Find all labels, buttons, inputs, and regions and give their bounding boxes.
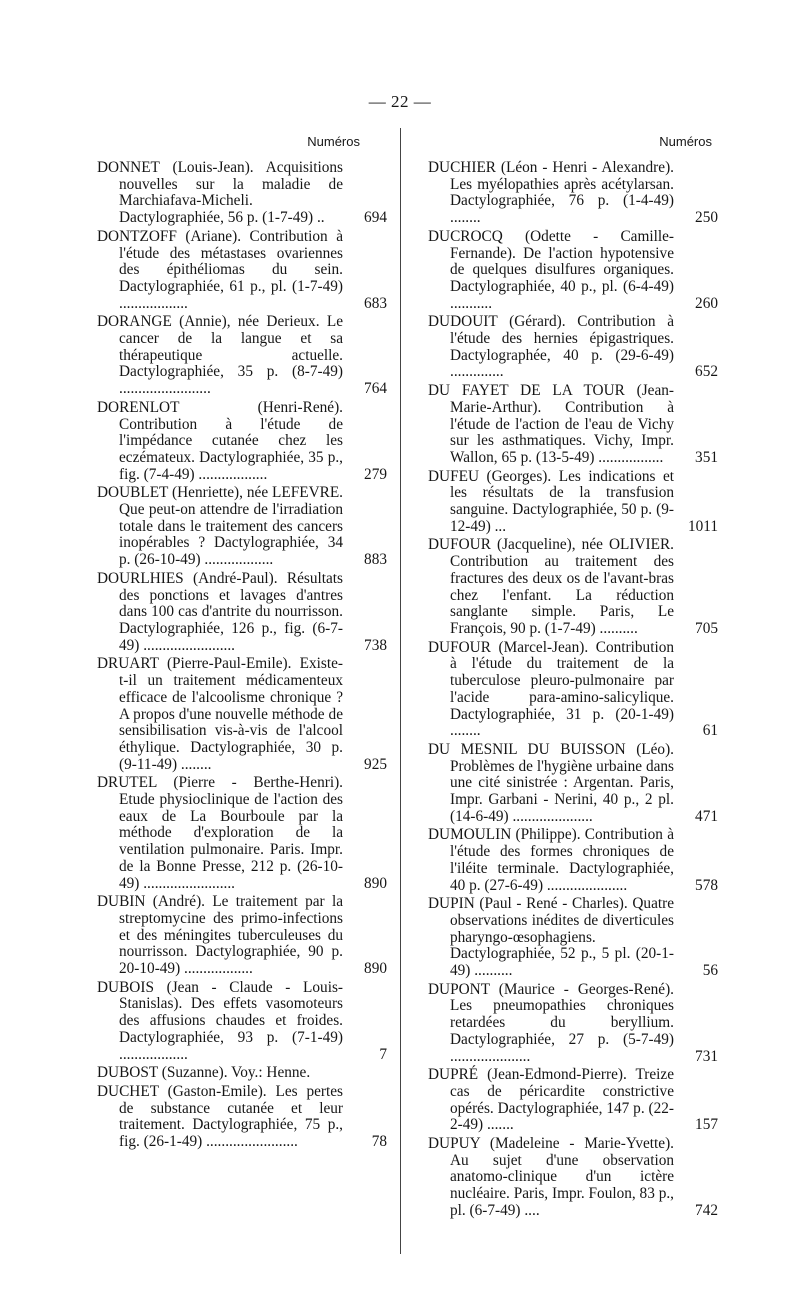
page-number: — 22 — [368,92,432,111]
entry-number: 250 [695,209,718,227]
index-entry [428,1136,718,1220]
column-header-left: Numéros [307,134,360,149]
entry-number: 1011 [687,517,718,535]
index-entry [97,1065,387,1082]
index-entry [97,894,387,978]
entry-text: DUPIN (Paul - René - Charles). Quatre observations inédites de diverticules pharyngo-œsophagiens. Dactylographiée, 52 p., 5 pl. (20-1-49) .......... [428,895,674,980]
entry-text: DUFOUR (Jacqueline), née OLIVIER. Contribution au traitement des fractures des deux os de l'avant-bras chez l'enfant. La réduction sanglante simple. Paris, Le François, 90 p. (1-7-49) .......... [428,536,674,637]
entry-number: 260 [695,294,718,312]
entry-number: 351 [695,448,718,466]
entry-text: DUCHET (Gaston-Emile). Les pertes de substance cutanée et leur traitement. Dactylographiée, 75 p., fig. (26-1-49) ........................ [97,1082,343,1151]
index-entry [428,537,718,637]
index-entry [97,571,387,655]
index-entry [97,160,387,227]
entry-text: DUFEU (Georges). Les indications et les résultats de la transfusion sanguine. Dactylographiée, 50 p. (9-12-49) ... [428,467,674,535]
index-entry [97,980,387,1064]
entry-text: DU FAYET DE LA TOUR (Jean-Marie-Arthur). Contribution à l'étude de l'action de l'eau de Vichy sur les asthmatiques. Vichy, Impr. Wallon, 65 p. (13-5-49) ................. [428,382,674,466]
index-entry [97,485,387,569]
entry-text: DOUBLET (Henriette), née LEFEVRE. Que peut-on attendre de l'irradiation totale dans le traitement des cancers inopérables ? Dactylographiée, 34 p. (26-10-49) .................. [97,484,343,569]
entry-number: 578 [695,876,718,894]
entry-number: 683 [364,294,387,312]
entry-number: 738 [364,636,387,654]
index-entry [428,640,718,740]
index-entry [428,982,718,1066]
column-header-right: Numéros [659,134,712,149]
entry-text: DUPONT (Maurice - Georges-René). Les pneumopathies chroniques retardées du beryllium. Dactylographiée, 27 p. (5-7-49) ..................... [428,980,674,1065]
entry-text: DUPRÉ (Jean-Edmond-Pierre). Treize cas de péricardite constrictive opérés. Dactylographiée, 147 p. (22-2-49) ....... [428,1066,674,1134]
entry-text: DUPUY (Madeleine - Marie-Yvette). Au sujet d'une observation anatomo-clinique d'un ictère nucléaire. Paris, Impr. Foulon, 83 p., pl. (6-7-49) .... [428,1135,674,1219]
index-entry [428,1067,718,1134]
entry-text: DU MESNIL DU BUISSON (Léo). Problèmes de l'hygiène urbaine dans une cité sinistrée : Argentan. Paris, Impr. Garbani - Nerini, 40 p., 2 pl. (14-6-49) ..................... [428,740,674,825]
index-entry [428,469,718,536]
entry-text: DUDOUIT (Gérard). Contribution à l'étude des hernies épigastriques. Dactylographée, 40 p. (29-6-49) .............. [428,313,674,381]
entry-number: 279 [364,465,387,483]
entry-text: DUMOULIN (Philippe). Contribution à l'étude des formes chroniques de l'iléite terminale. Dactylographiée, 40 p. (27-6-49) ..................... [428,826,674,894]
entry-number: 890 [364,960,387,978]
entry-text: DONNET (Louis-Jean). Acquisitions nouvelles sur la maladie de Marchiafava-Micheli. Dactylographiée, 56 p. (1-7-49) .. [97,159,343,227]
entry-text: DUBIN (André). Le traitement par la streptomycine des primo-infections et des méningites tuberculeuses du nourrisson. Dactylographiée, 90 p. 20-10-49) .................. [97,893,343,978]
entry-number: 652 [695,363,718,381]
index-entry [97,314,387,398]
index-entry [97,400,387,484]
index-entry [428,896,718,980]
entry-text: DORENLOT (Henri-René). Contribution à l'étude de l'impédance cutanée chez les eczémateux. Dactylographiée, 35 p., fig. (7-4-49) .................. [97,398,343,483]
entry-text: DOURLHIES (André-Paul). Résultats des ponctions et lavages d'antres dans 100 cas d'antrite du nourrisson. Dactylographiée, 126 p., fig. (6-7-49) ........................ [97,569,343,654]
entry-number: 705 [695,619,718,637]
index-entry [428,742,718,826]
entry-number: 694 [364,209,387,227]
index-entry [97,775,387,892]
right-column [428,160,718,1220]
entry-number: 78 [371,1133,387,1151]
column-divider [400,128,401,1254]
entry-text: DUBOST (Suzanne). Voy.: Henne. [97,1064,311,1082]
index-entry [428,383,718,467]
entry-number: 471 [695,807,718,825]
entry-number: 925 [364,755,387,773]
index-entry [428,827,718,894]
index-entry [97,1084,387,1151]
entry-number: 157 [695,1116,718,1134]
index-entry [428,229,718,313]
entry-text: DORANGE (Annie), née Derieux. Le cancer de la langue et sa thérapeutique actuelle. Dactylographiée, 35 p. (8-7-49) ........................ [97,313,343,398]
entry-text: DRUART (Pierre-Paul-Emile). Existe-t-il un traitement médicamenteux efficace de l'alcoolisme chronique ? A propos d'une nouvelle méthode de sensibilisation vis-à-vis de l'alcool éthylique. Dactylographiée, 30 p. (9-11-49) ........ [97,655,343,773]
entry-number: 731 [695,1047,718,1065]
entry-text: DUBOIS (Jean - Claude - Louis-Stanislas). Des effets vasomoteurs des affusions chaudes et froides. Dactylographiée, 93 p. (7-1-49) .................. [97,978,343,1063]
index-entry [97,229,387,313]
entry-number: 764 [364,380,387,398]
entry-number: 56 [702,962,718,980]
index-entry [97,656,387,773]
entry-number: 7 [379,1045,387,1063]
entry-text: DRUTEL (Pierre - Berthe-Henri). Etude physioclinique de l'action des eaux de La Bourboule par la méthode d'exploration de la ventilation pulmonaire. Paris. Impr. de la Bonne Presse, 212 p. (26-10-49) ........................ [97,774,343,892]
index-entry [428,314,718,381]
entry-number: 61 [702,722,718,740]
entry-text: DUCROCQ (Odette - Camille-Fernande). De l'action hypotensive de quelques disulfures organiques. Dactylographiée, 40 p., pl. (6-4-49) ........... [428,227,674,312]
entry-text: DUCHIER (Léon - Henri - Alexandre). Les myélopathies après acétylarsan. Dactylographiée, 76 p. (1-4-49) ........ [428,159,674,227]
entry-number: 883 [364,551,387,569]
entry-number: 890 [364,874,387,892]
entry-number: 742 [695,1201,718,1219]
index-entry [428,160,718,227]
entry-text: DONTZOFF (Ariane). Contribution à l'étude des métastases ovariennes des épithéliomas du sein. Dactylographiée, 61 p., pl. (1-7-49) .................. [97,227,343,312]
entry-text: DUFOUR (Marcel-Jean). Contribution à l'étude du traitement de la tuberculose pleuro-pulmonaire par l'acide para-amino-salicylique. Dactylographiée, 31 p. (20-1-49) ........ [428,638,674,740]
left-column [97,160,387,1151]
